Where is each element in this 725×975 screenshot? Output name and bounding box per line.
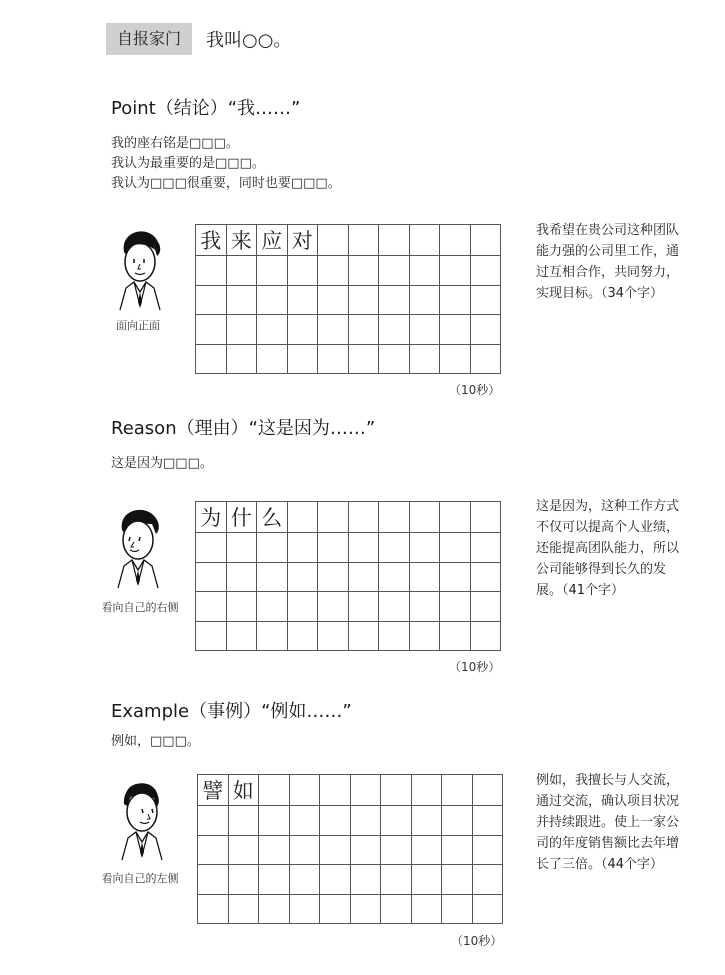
time-label-example: （10秒） <box>451 934 503 948</box>
writing-grid-reason <box>195 501 501 651</box>
grid-char: 什 <box>226 502 257 533</box>
writing-grid-example <box>197 774 503 924</box>
caption-face-front: 面向正面 <box>116 319 160 332</box>
grid-char: 如 <box>228 775 259 806</box>
example-line-1: 例如，□□□。 <box>111 734 200 749</box>
point-line-1: 我的座右铭是□□□。 <box>111 136 239 151</box>
point-line-3: 我认为□□□很重要，同时也要□□□。 <box>111 176 341 191</box>
header-badge: 自报家门 <box>106 23 192 55</box>
sample-text-point: 我希望在贵公司这种团队能力强的公司里工作，通过互相合作，共同努力，实现目标。（34个字） <box>536 223 680 301</box>
grid-char: 应 <box>257 225 288 256</box>
time-label-point: （10秒） <box>449 383 501 397</box>
writing-grid-point <box>195 224 501 374</box>
person-front-illustration <box>110 222 170 312</box>
point-text-lines <box>111 134 341 194</box>
grid-char: 为 <box>196 502 227 533</box>
grid-char: 譬 <box>198 775 229 806</box>
section-title-reason: Reason（理由）“这是因为……” <box>111 418 376 439</box>
grid-char: 来 <box>226 225 257 256</box>
sample-text-reason: 这是因为，这种工作方式不仅可以提高个人业绩，还能提高团队能力，所以公司能够得到长久的发展。（41个字） <box>536 499 680 598</box>
reason-line-1: 这是因为□□□。 <box>111 456 213 471</box>
grid-char: 对 <box>287 225 318 256</box>
section-title-example: Example（事例）“例如……” <box>111 701 352 722</box>
caption-look-right: 看向自己的右侧 <box>101 601 179 614</box>
example-text-lines <box>111 732 200 752</box>
section-title-point: Point（结论）“我……” <box>111 98 301 119</box>
person-right-illustration <box>110 500 170 590</box>
grid-char: 么 <box>257 502 288 533</box>
caption-look-left: 看向自己的左侧 <box>101 872 179 885</box>
sample-text-example: 例如，我擅长与人交流，通过交流，确认项目状况并持续跟进。使上一家公司的年度销售额比去年增长了三倍。（44个字） <box>536 773 680 872</box>
reason-text-lines <box>111 454 213 474</box>
point-line-2: 我认为最重要的是□□□。 <box>111 156 265 171</box>
header-text: 我叫○○。 <box>206 30 292 51</box>
grid-char: 我 <box>196 225 227 256</box>
person-left-illustration <box>110 772 170 862</box>
time-label-reason: （10秒） <box>449 660 501 674</box>
